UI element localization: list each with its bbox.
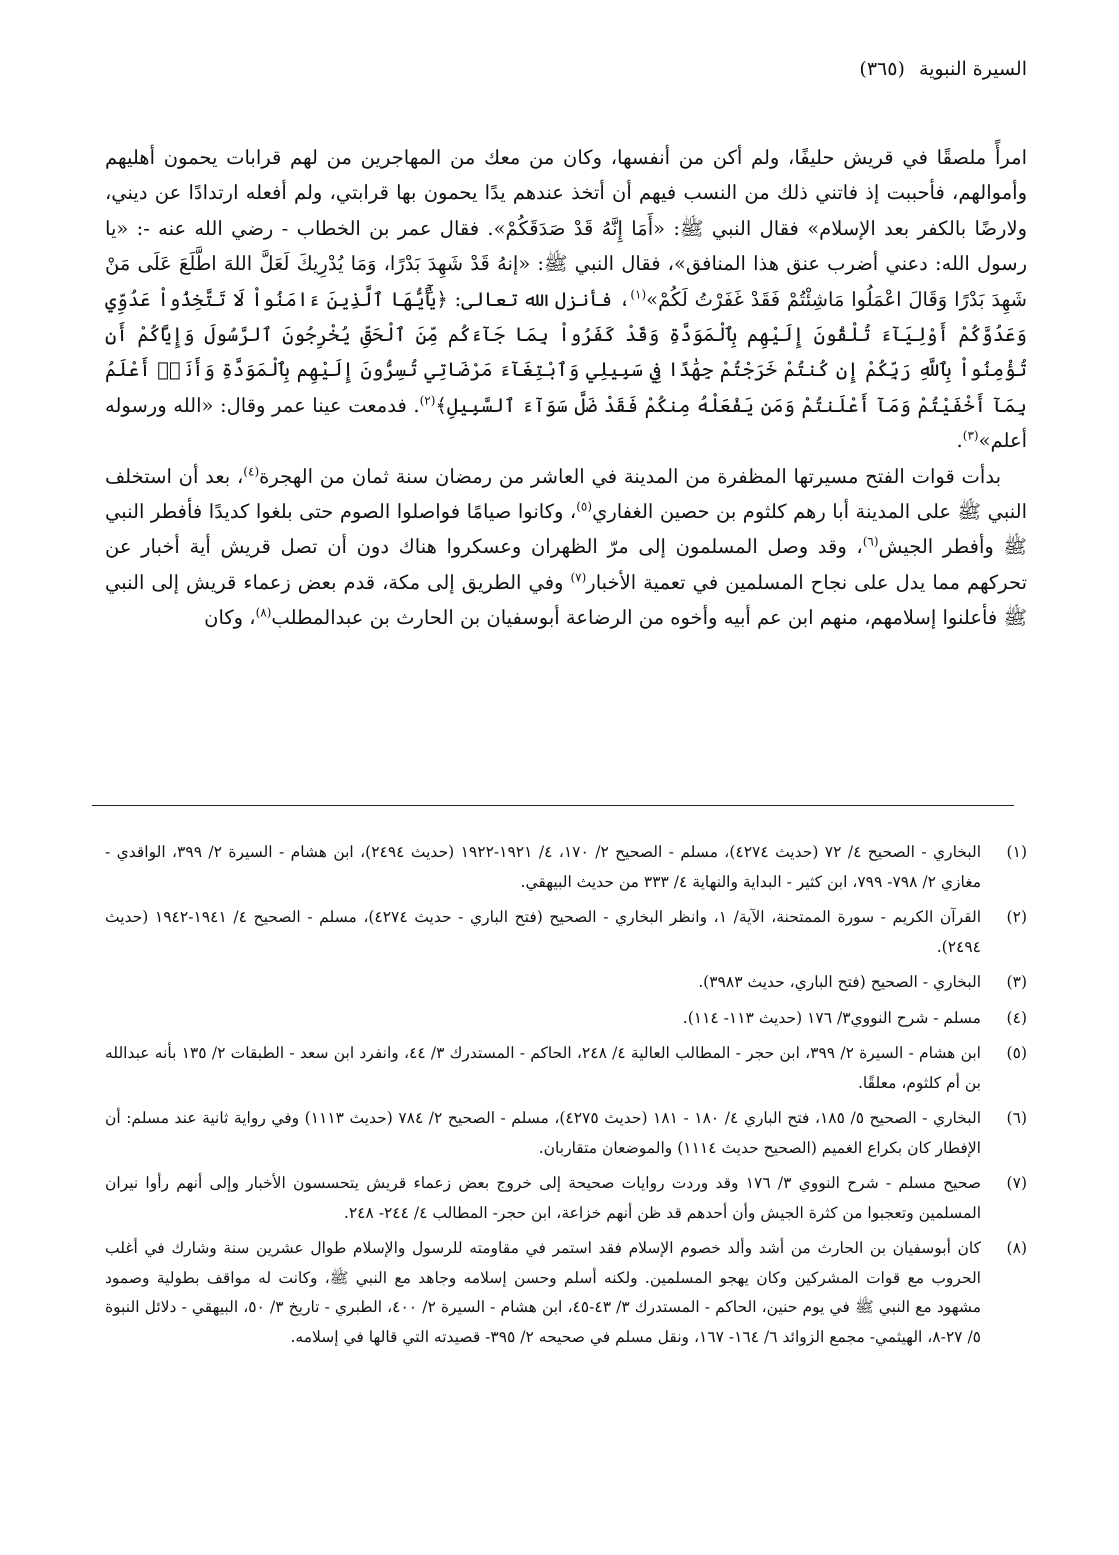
footnote-separator — [92, 805, 1014, 806]
footnote-text: كان أبوسفيان بن الحارث من أشد وألد خصوم الإسلام فقد استمر في مقاومته للرسول والإسلام طوال عشرين سنة وشارك في أغلب الحروب مع قوات المشركين وكان يهجو المسلمين. ولكنه أسلم وحسن إسلامه وجاهد مع النبي ﷺ، وكانت له مواقف بطولية وصمود مشهود مع النبي ﷺ في يوم حنين، الحاكم - المستدرك ٣/ ٤٣-٤٥، ابن هشام - السيرة ٢/ ٤٠٠، الطبري - تاريخ ٣/ ٥٠، البيهقي - دلائل النبوة ٥/ ٢٧-٨، الهيثمي- مجمع الزوائد ٦/ ١٦٤- ١٦٧، ونقل مسلم في صحيحه ٢/ ٣٩٥- قصيدته التي قالها في إسلامه. — [105, 1239, 981, 1346]
footnote-text: صحيح مسلم - شرح النووي ٣/ ١٧٦ وقد وردت روايات صحيحة إلى خروج بعض زعماء قريش يتحسسون الأخبار وإلى أنهم رأوا نيران المسلمين وتعجبوا من كثرة الجيش وأن أحدهم قد ظن أنهم خزاعة، ابن حجر- المطالب ٤/ ٢٤٤- ٢٤٨. — [105, 1174, 981, 1222]
p2-text-2: ، بعد أن استخلف النبي ﷺ على المدينة أبا رهم كلثوم بن حصين الغفاري — [105, 464, 1027, 524]
paragraph-1 — [105, 140, 1027, 459]
page-number: (٣٦٥) — [859, 58, 905, 80]
footnote-text: البخاري - الصحيح ٥/ ١٨٥، فتح الباري ٤/ ١٨٠ - ١٨١ (حديث ٤٢٧٥)، مسلم - الصحيح ٢/ ٧٨٤ (حديث ١١١٣) وفي رواية ثانية عند مسلم: أن الإفطار كان بكراع الغميم (الصحيح حديث ١١١٤) والموضعان متقاربان. — [105, 1109, 981, 1157]
p2-text-3: ، وكانوا صيامًا فواصلوا الصوم حتى بلغوا كديدًا فأفطر النبي ﷺ وأفطر الجيش — [105, 500, 1027, 559]
p1-text-1: امرأً ملصقًا في قريش حليفًا، ولم أكن من أنفسها، وكان من معك من المهاجرين من لهم قرابات يحمون أهليهم وأموالهم، فأحببت إذ فاتني ذلك من النسب فيهم أن أتخذ عندهم يدًا يحمون بها قرابتي، ولم أفعله ارتدادًا عن ديني، ولارضًا بالكفر بعد الإسلام» فقال النبي ﷺ: «أَمَا إِنَّهُ قَدْ صَدَقَكُمْ». فقال عمر بن الخطاب - رضي الله عنه -: «يا رسول الله: دعني أضرب عنق هذا المنافق»، فقال النبي ﷺ: «إنهُ قَدْ شَهِدَ بَدْرًا، وَمَا يُدْرِيكَ لَعَلَّ اللهَ اطَّلَعَ عَلَى مَنْ شَهِدَ بَدْرًا وَقَالَ اعْمَلُوا مَاشِئْتُمْ فَقَدْ غَفَرْتُ لَكُمْ» — [105, 146, 1027, 311]
footnote-item — [105, 968, 1027, 998]
footnote-number: (٦) — [1006, 1109, 1027, 1127]
p2-text-4: ، وقد وصل المسلمون إلى مرّ الظهران وعسكروا هناك دون أن تصل قريش أية أخبار عن تحركهم مما يدل على نجاح المسلمين في تعمية الأخبار — [105, 535, 1027, 594]
footnote-number: (٣) — [1006, 973, 1027, 991]
paragraph-2 — [105, 459, 1027, 636]
footnotes — [105, 838, 1027, 1358]
footnote-item — [105, 1234, 1027, 1352]
p2-text-1: بدأت قوات الفتح مسيرتها المظفرة من المدينة في العاشر من رمضان سنة ثمان من الهجرة — [259, 464, 1002, 488]
footnote-number: (٥) — [1006, 1044, 1027, 1062]
footnote-item — [105, 903, 1027, 962]
footnote-text: البخاري - الصحيح ٤/ ٧٢ (حديث ٤٢٧٤)، مسلم - الصحيح ٢/ ١٧٠، ٤/ ١٩٢١-١٩٢٢ (حديث ٢٤٩٤)، ابن هشام - السيرة ٢/ ٣٩٩، الواقدي - مغازي ٢/ ٧٩٨- ٧٩٩، ابن كثير - البداية والنهاية ٤/ ٣٣٣ من حديث البيهقي. — [105, 843, 982, 891]
footnote-number: (٨) — [1006, 1239, 1027, 1257]
footnote-number: (١) — [1006, 843, 1027, 861]
footnote-item — [105, 1104, 1027, 1163]
footnote-text: ابن هشام - السيرة ٢/ ٣٩٩، ابن حجر - المطالب العالية ٤/ ٢٤٨، الحاكم - المستدرك ٣/ ٤٤، وانفرد ابن سعد - الطبقات ٢/ ١٣٥ بأنه عبدالله بن أم كلثوم، معلقًا. — [105, 1044, 981, 1092]
footnote-ref-1: (١) — [630, 287, 647, 302]
footnote-item — [105, 838, 1027, 897]
footnote-ref-2: (٢) — [419, 393, 436, 408]
quran-verse: ﴿يَٰٓأَيُّهَا ٱلَّذِينَ ءَامَنُواْ لَا تَتَّخِذُواْ عَدُوِّي وَعَدُوَّكُمْ أَوْلِيَآءَ تُلْقُونَ إِلَيْهِم بِٱلْمَوَدَّةِ وَقَدْ كَفَرُواْ بِمَا جَآءَكُم مِّنَ ٱلْحَقِّ يُخْرِجُونَ ٱلرَّسُولَ وَإِيَّاكُمْ أَن تُؤْمِنُواْ بِٱللَّهِ رَبِّكُمْ إِن كُنتُمْ خَرَجْتُمْ جِهَٰدًا فِي سَبِيلِي وَٱبْتِغَآءَ مَرْضَاتِي تُسِرُّونَ إِلَيْهِم بِٱلْمَوَدَّةِ وَأَنَا۠ أَعْلَمُ بِمَآ أَخْفَيْتُمْ وَمَآ أَعْلَنتُمْ وَمَن يَفْعَلْهُ مِنكُمْ فَقَدْ ضَلَّ سَوَآءَ ٱلسَّبِيلِ﴾ — [105, 287, 1027, 417]
footnote-number: (٧) — [1006, 1174, 1027, 1192]
header-title: السيرة النبوية — [918, 58, 1027, 80]
footnote-item — [105, 1039, 1027, 1098]
p2-text-5: وفي الطريق إلى مكة، قدم بعض زعماء قريش إلى النبي ﷺ فأعلنوا إسلامهم، منهم ابن عم أبيه وأخوه من الرضاعة أبوسفيان بن الحارث بن عبدالمطلب — [105, 570, 1027, 630]
footnote-text: القرآن الكريم - سورة الممتحنة، الآية/ ١، وانظر البخاري - الصحيح (فتح الباري - حديث ٤٢٧٤)، مسلم - الصحيح ٤/ ١٩٤١-١٩٤٢ (حديث ٢٤٩٤). — [105, 908, 981, 956]
footnote-ref-3: (٣) — [962, 428, 979, 443]
footnote-number: (٢) — [1006, 908, 1027, 926]
footnote-text: مسلم - شرح النووي٣/ ١٧٦ (حديث ١١٣- ١١٤). — [682, 1008, 981, 1027]
footnote-ref-8: (٨) — [255, 605, 272, 620]
p2-text-6: ، وكان — [204, 606, 256, 630]
footnote-item — [105, 1169, 1027, 1228]
p1-text-3: . فدمعت عينا عمر وقال: «الله ورسوله أعلم» — [105, 393, 1027, 453]
p1-text-2: ، فأنزل الله تعالى: — [447, 287, 631, 311]
main-text — [105, 140, 1027, 636]
footnote-ref-5: (٥) — [576, 499, 593, 514]
footnote-ref-7: (٧) — [570, 570, 587, 585]
p1-text-4: . — [956, 429, 963, 453]
running-header — [859, 58, 1027, 80]
footnote-ref-6: (٦) — [862, 534, 879, 549]
footnote-text: البخاري - الصحيح (فتح الباري، حديث ٣٩٨٣). — [698, 973, 981, 991]
footnote-item — [105, 1004, 1027, 1034]
footnote-number: (٤) — [1006, 1008, 1027, 1027]
footnote-ref-4: (٤) — [243, 464, 260, 479]
